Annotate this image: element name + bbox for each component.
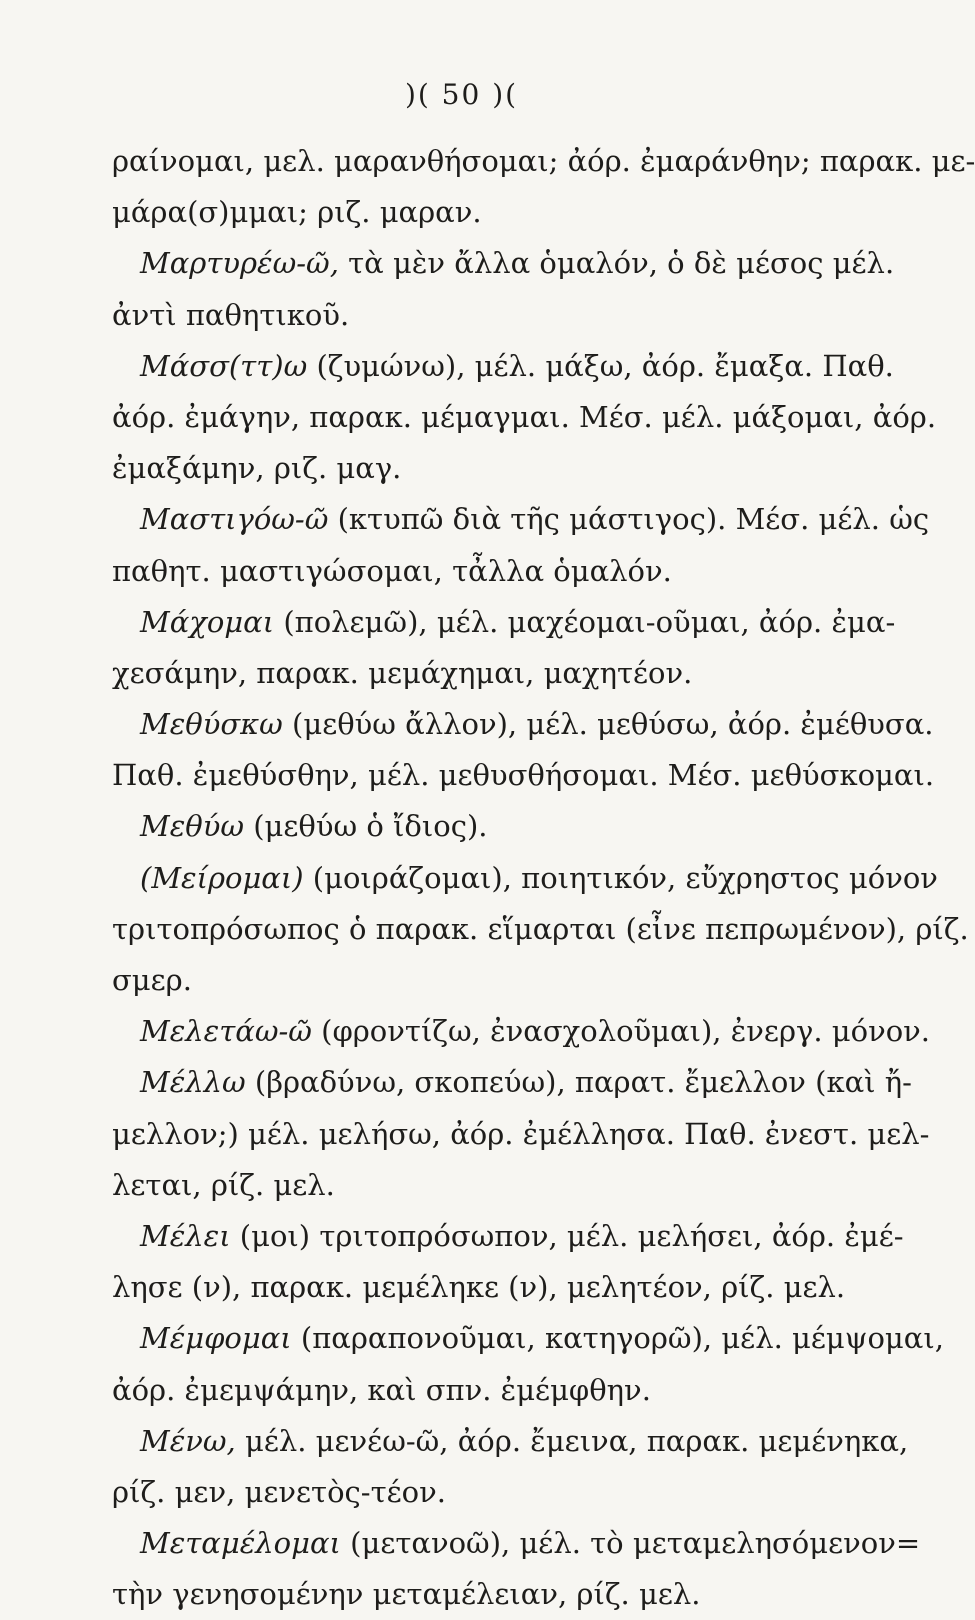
entry-text: σμερ. [112, 963, 192, 997]
entry-text: (παραπονοῦμαι, κατηγορῶ), μέλ. μέμψομαι, [291, 1321, 944, 1356]
entry-line [112, 1006, 931, 1057]
entry-line [112, 494, 930, 545]
entry-text: (μετανοῶ), μέλ. τὸ μεταμελησόμενον= [340, 1526, 921, 1561]
text-line [112, 1569, 844, 1620]
text-line [112, 392, 937, 443]
entry-line [112, 853, 938, 904]
entry-text: (μεθύω ὁ ἴδιος). [244, 809, 488, 844]
entry-text: τριτοπρόσωπος ὁ παρακ. εἵμαρται (εἶνε πεπρωμένον), ρίζ. [112, 911, 969, 946]
entry-text: ρίζ. μεν, μενετὸς-τέον. [112, 1474, 446, 1509]
entry-headword: Μαρτυρέω-ῶ, [140, 246, 339, 281]
text-line [112, 1109, 930, 1160]
entry-text: ἀόρ. ἐμεμψάμην, καὶ σπν. ἐμέμφθην. [112, 1372, 651, 1407]
entry-text: ἀντὶ παθητικοῦ. [112, 297, 350, 332]
text-line [112, 187, 844, 238]
text-line [112, 1262, 844, 1313]
entry-text: Παθ. ἐμεθύσθην, μέλ. μεθυσθήσομαι. Μέσ. μεθύσκομαι. [112, 758, 935, 793]
dictionary-text-body [112, 136, 975, 1620]
text-line [112, 750, 935, 801]
text-line [112, 546, 844, 597]
entry-headword: Μαστιγόω-ῶ [140, 502, 329, 537]
text-line [112, 1160, 844, 1211]
entry-headword: Μάσσ(ττ)ω [140, 348, 308, 383]
entry-line [112, 1057, 912, 1108]
entry-text: (κτυπῶ διὰ τῆς μάστιγος). Μέσ. μέλ. ὡς [328, 502, 930, 537]
entry-line [112, 699, 934, 750]
entry-line [112, 1518, 921, 1569]
text-line [112, 443, 844, 494]
page-number-header: )( 50 )( [404, 78, 519, 111]
entry-line [112, 801, 844, 852]
entry-headword: Μεθύω [140, 809, 244, 844]
entry-headword: Μένω, [140, 1423, 236, 1458]
entry-text: μελλον;) μέλ. μελήσω, ἀόρ. ἐμέλλησα. Παθ. ἐνεστ. μελ- [112, 1116, 930, 1151]
entry-text: μάρα(σ)μμαι; ριζ. μαραν. [112, 195, 482, 230]
text-line [112, 1467, 844, 1518]
entry-text: χεσάμην, παρακ. μεμάχημαι, μαχητέον. [112, 655, 693, 690]
entry-text: ραίνομαι, μελ. μαρανθήσομαι; ἀόρ. ἐμαράνθην; παρακ. με- [112, 144, 975, 178]
entry-text: παθητ. μαστιγώσομαι, τἆλλα ὁμαλόν. [112, 553, 672, 588]
entry-headword: Μέμφομαι [140, 1321, 292, 1356]
text-line [112, 904, 969, 955]
entry-text: λησε (ν), παρακ. μεμέληκε (ν), μελητέον, ρίζ. μελ. [112, 1270, 846, 1305]
entry-headword: (Μείρομαι) [140, 860, 304, 895]
text-line [112, 648, 844, 699]
entry-line [112, 1313, 944, 1364]
text-line [112, 290, 844, 341]
entry-text: (ζυμώνω), μέλ. μάξω, ἀόρ. ἔμαξα. Παθ. [307, 348, 894, 383]
entry-text: τὴν γενησομένην μεταμέλειαν, ρίζ. μελ. [112, 1577, 701, 1612]
entry-text: (φροντίζω, ἐνασχολοῦμαι), ἐνεργ. μόνον. [311, 1014, 931, 1049]
entry-text: (βραδύνω, σκοπεύω), παρατ. ἔμελλον (καὶ ἤ- [245, 1065, 912, 1100]
entry-line [112, 597, 896, 648]
entry-text: (μεθύω ἄλλον), μέλ. μεθύσω, ἀόρ. ἐμέθυσα. [282, 707, 934, 742]
entry-headword: Μελετάω-ῶ [140, 1014, 312, 1049]
entry-headword: Μεθύσκω [140, 707, 283, 742]
text-line [112, 955, 844, 1006]
entry-text: μέλ. μενέω-ῶ, ἀόρ. ἔμεινα, παρακ. μεμένηκα, [235, 1423, 909, 1458]
entry-text: (πολεμῶ), μέλ. μαχέομαι-οῦμαι, ἀόρ. ἐμα- [274, 604, 896, 639]
entry-text: (μοιράζομαι), ποιητικόν, εὔχρηστος μόνον [303, 860, 938, 895]
text-line [112, 136, 975, 187]
entry-line [112, 1211, 904, 1262]
entry-headword: Μέλει [140, 1218, 231, 1253]
entry-line [112, 1416, 909, 1467]
entry-line [112, 341, 894, 392]
entry-text: ἀόρ. ἐμάγην, παρακ. μέμαγμαι. Μέσ. μέλ. μάξομαι, ἀόρ. [112, 399, 937, 434]
entry-headword: Μεταμέλομαι [140, 1526, 341, 1561]
entry-text: τὰ μὲν ἄλλα ὁμαλόν, ὁ δὲ μέσος μέλ. [338, 246, 895, 281]
text-line [112, 1365, 844, 1416]
entry-line [112, 238, 895, 289]
entry-headword: Μάχομαι [140, 604, 275, 639]
entry-text: (μοι) τριτοπρόσωπον, μέλ. μελήσει, ἀόρ. ἐμέ- [230, 1218, 904, 1253]
entry-text: ἐμαξάμην, ριζ. μαγ. [112, 451, 402, 486]
entry-headword: Μέλλω [140, 1065, 246, 1100]
entry-text: λεται, ρίζ. μελ. [112, 1167, 335, 1202]
